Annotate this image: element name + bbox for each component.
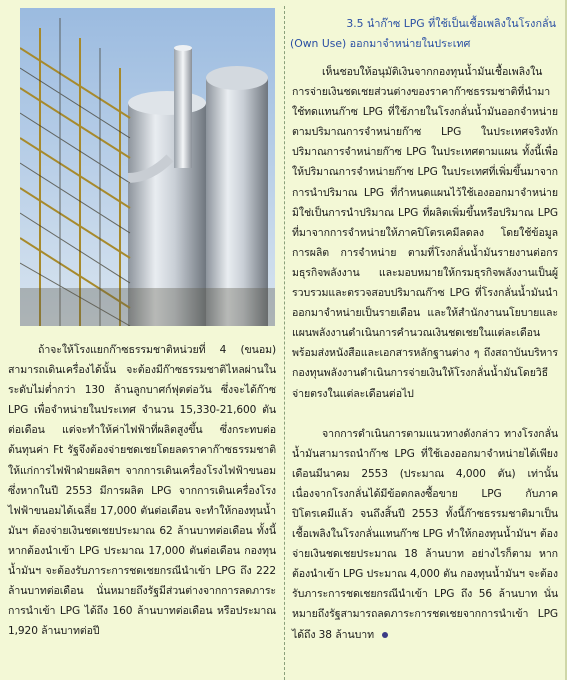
left-paragraph-1: ถ้าจะให้โรงแยกก๊าซธรรมชาติหน่วยที่ 4 (ขนอม) สามารถเดินเครื่องได้นั้น จะต้องมีก๊าซธรรมชาติไหลผ่านในระดับไม่ต่ำกว่า 130 ล้านลูกบาศก์ฟุตต่อวัน ซึ่งจะได้ก๊าซ LPG เพื่อจำหน่ายในประเทศ จำนวน 15,330-21,600 ตันต่อเดือน แต่จะทำให้ค่าไฟฟ้าที่ผลิตสูงขึ้น ซึ่งกระทบต่อต้นทุนค่า Ft รัฐจึงต้องจ่ายชดเชยโดยลดราคาก๊าซธรรมชาติให้แก่การไฟฟ้าฝ่ายผลิตฯ จากการเดินเครื่องโรงไฟฟ้าขนอมซึ่งหากในปี 2553 มีการผลิต LPG จากการเดินเครื่องโรงไฟฟ้าขนอมได้เฉลี่ย 17,000 ตันต่อเดือน จะทำให้กองทุนน้ำมันฯ ต้องจ่ายเงินชดเชยประมาณ 62 ล้านบาทต่อเดือน ทั้งนี้หากต้องนำเข้า LPG ประมาณ 17,000 ตันต่อเดือน กองทุนน้ำมันฯ จะต้องรับภาระการชดเชยกรณีนำเข้า LPG ถึง 222 ล้านบาทต่อเดือน นั่นหมายถึงรัฐมีส่วนต่างจากการลดภาระการนำเข้า LPG ได้ถึง 160 ล้านบาทต่อเดือน หรือประมาณ 1,920 ล้านบาทต่อปี xyxy=(8,344,276,638)
column-divider xyxy=(284,6,285,680)
section-title-line1: นำก๊าซ LPG ที่ใช้เป็นเชื้อเพลิงในโรงกลั่น xyxy=(366,17,556,30)
right-column-text xyxy=(292,62,558,645)
left-column-text xyxy=(8,340,276,641)
section-title-line2: (Own Use) ออกมาจำหน่ายในประเทศ xyxy=(290,37,471,50)
section-number: 3.5 xyxy=(346,17,364,30)
right-paragraph-2: จากการดำเนินการตามแนวทางดังกล่าว ทางโรงกลั่นน้ำมันสามารถนำก๊าซ LPG ที่ใช้เองออกมาจำหน่ายได้เพียงเดือนมีนาคม 2553 (ประมาณ 4,000 ตัน) เท่านั้น เนื่องจากโรงกลั่นได้มีข้อตกลงซื้อขาย LPG กับภาคปิโตรเคมีแล้ว จนถึงสิ้นปี 2553 ทั้งนี้ก๊าซธรรมชาติมาเป็นเชื้อเพลิงในโรงกลั่นแทนก๊าซ LPG ทำให้กองทุนน้ำมันฯ ต้องจ่ายเงินชดเชยประมาณ 18 ล้านบาท อย่างไรก็ตาม หากต้องนำเข้า LPG ประมาณ 4,000 ตัน กองทุนน้ำมันฯ จะต้องรับภาระการชดเชยกรณีนำเข้า LPG ถึง 56 ล้านบาท นั่นหมายถึงรัฐสามารถลดภาระการชดเชยจากการนำเข้า LPG ได้ถึง 38 ล้านบาท xyxy=(292,427,558,641)
right-paragraph-1: เห็นชอบให้อนุมัติเงินจากกองทุนน้ำมันเชื้อเพลิงในการจ่ายเงินชดเชยส่วนต่างของราคาก๊าซธรรมชาติที่นำมาใช้ทดแทนก๊าซ LPG ที่ใช้ภายในโรงกลั่นน้ำมันออกจำหน่ายตามปริมาณการจำหน่ายก๊าซ LPG ในประเทศจริงหักปริมาณการจำหน่ายก๊าซ LPG ในประเทศตามแผน ทั้งนี้เพื่อให้ปริมาณการจำหน่ายก๊าซ LPG ในประเทศที่เพิ่มขึ้นมาจากการนำปริมาณ LPG ที่กำหนดแผนไว้ใช้เองออกมาจำหน่าย มิใช่เป็นการนำปริมาณ LPG ที่ผลิตเพิ่มขึ้นหรือปริมาณ LPG ที่มาจากการจำหน่ายให้ภาคปิโตรเคมีลดลง โดยใช้ข้อมูลการผลิต การจำหน่าย ตามที่โรงกลั่นน้ำมันรายงานต่อกรมธุรกิจพลังงาน และมอบหมายให้กรมธุรกิจพลังงานเป็นผู้รวบรวมและตรวจสอบปริมาณก๊าซ LPG ที่โรงกลั่นน้ำมันนำออกมาจำหน่ายเป็นรายเดือน และให้สำนักงานนโยบายและแผนพลังงานดำเนินการคำนวณเงินชดเชยในแต่ละเดือน พร้อมส่งหนังสือและเอกสารหลักฐานต่าง ๆ ถึงสถาบันบริหารกองทุนพลังงานดำเนินการจ่ายเงินให้โรงกลั่นน้ำมันโดยวิธีจ่ายตรงในแต่ละเดือนต่อไป xyxy=(292,66,558,400)
end-of-article-bullet-icon xyxy=(382,632,388,638)
refinery-photo xyxy=(20,8,275,326)
section-heading xyxy=(290,14,558,54)
